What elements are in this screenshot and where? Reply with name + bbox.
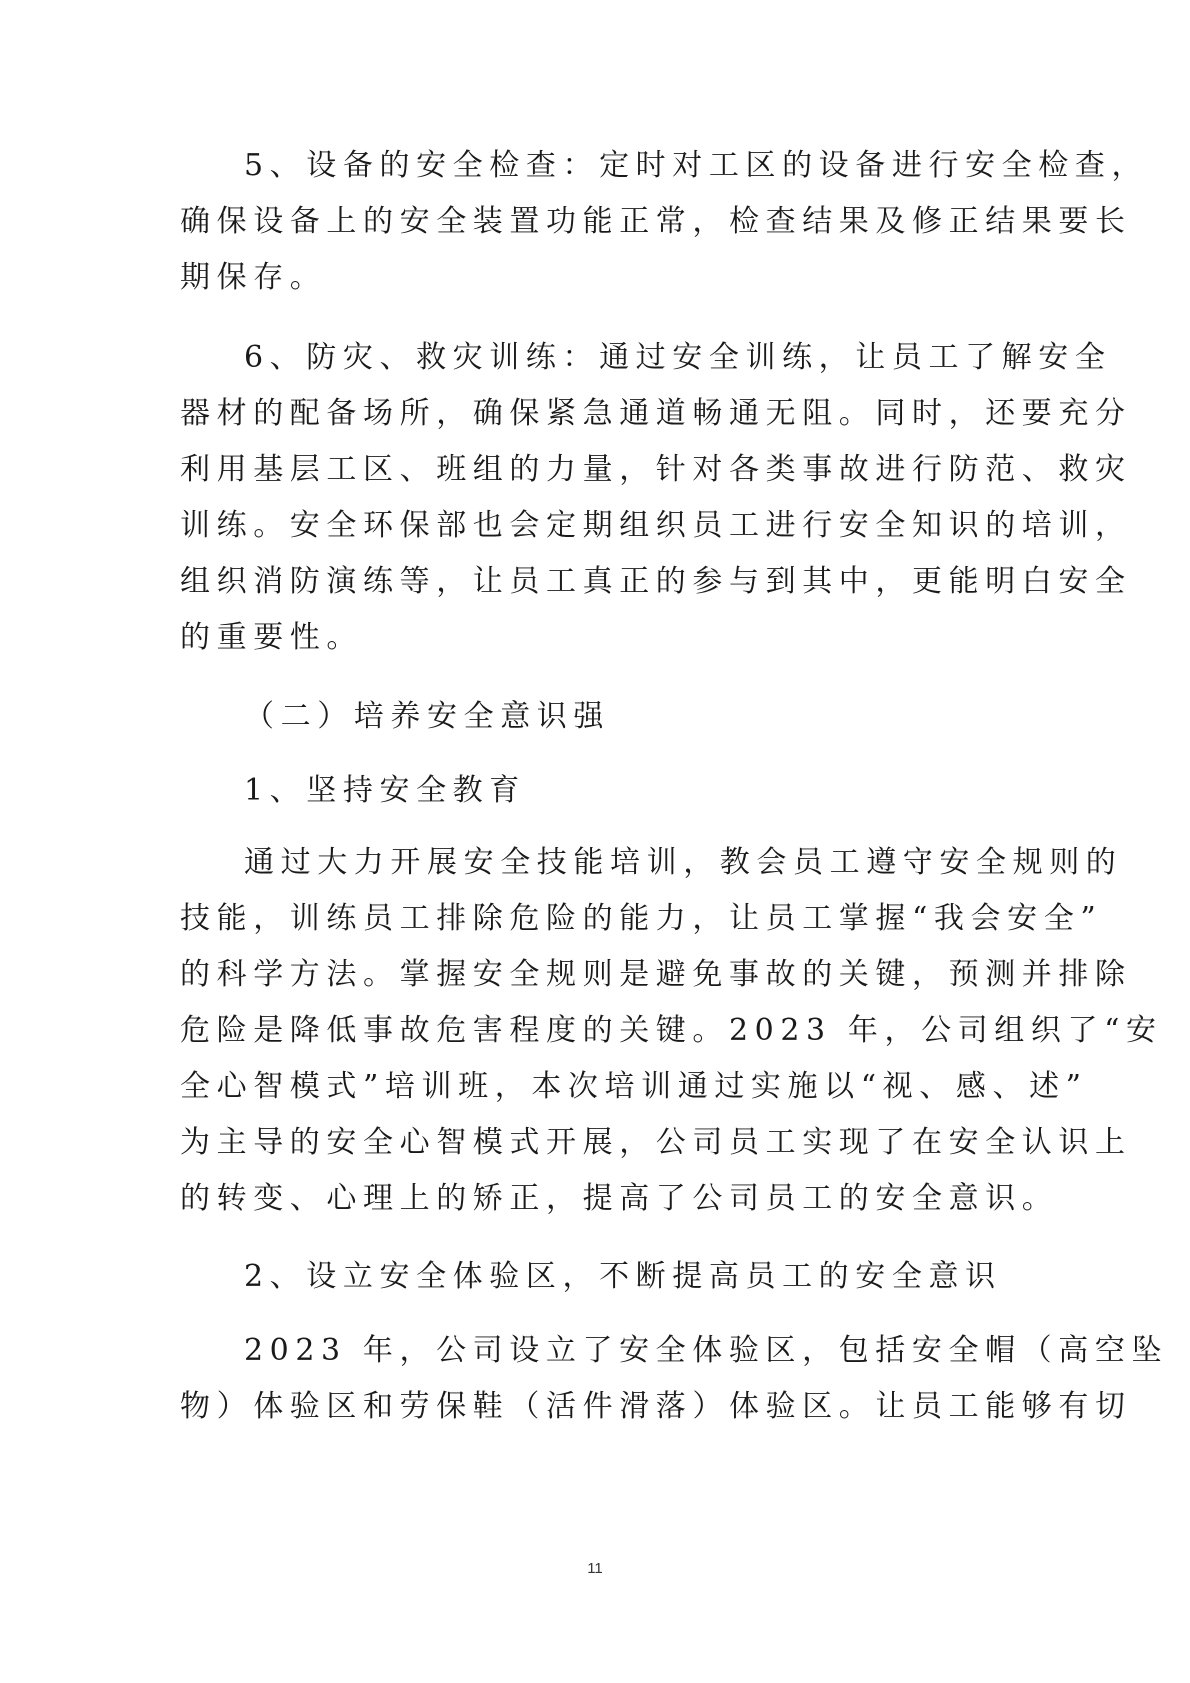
- paragraph-experience-line2: 物）体验区和劳保鞋（活件滑落）体验区。让员工能够有切: [180, 1389, 1132, 1424]
- paragraph-item6-line3: 利用基层工区、班组的力量，针对各类事故进行防范、救灾: [180, 452, 1132, 487]
- paragraph-experience-line1: 2023 年，公司设立了安全体验区，包括安全帽（高空坠: [244, 1333, 1169, 1368]
- page-number: 11: [587, 1560, 603, 1577]
- paragraph-education-line2: 技能，训练员工排除危险的能力，让员工掌握“我会安全”: [180, 901, 1103, 936]
- paragraph-item5-line3: 期保存。: [180, 260, 327, 295]
- paragraph-item6-line5: 组织消防演练等，让员工真正的参与到其中，更能明白安全: [180, 564, 1132, 599]
- section-heading: （二）培养安全意识强: [244, 699, 610, 734]
- paragraph-item5-line1: 5、设备的安全检查：定时对工区的设备进行安全检查，: [244, 148, 1149, 183]
- paragraph-education-line7: 的转变、心理上的矫正，提高了公司员工的安全意识。: [180, 1181, 1059, 1216]
- paragraph-item5-line2: 确保设备上的安全装置功能正常，检查结果及修正结果要长: [180, 204, 1132, 239]
- paragraph-item6-line4: 训练。安全环保部也会定期组织员工进行安全知识的培训，: [180, 508, 1132, 543]
- paragraph-item6-line2: 器材的配备场所，确保紧急通道畅通无阻。同时，还要充分: [180, 396, 1132, 431]
- paragraph-education-line6: 为主导的安全心智模式开展，公司员工实现了在安全认识上: [180, 1125, 1132, 1160]
- paragraph-item6-line1: 6、防灾、救灾训练：通过安全训练，让员工了解安全: [244, 340, 1112, 375]
- paragraph-education-line1: 通过大力开展安全技能培训，教会员工遵守安全规则的: [244, 845, 1123, 880]
- paragraph-education-line3: 的科学方法。掌握安全规则是避免事故的关键，预测并排除: [180, 957, 1132, 992]
- subheading-1: 1、坚持安全教育: [244, 773, 526, 808]
- subheading-2: 2、设立安全体验区，不断提高员工的安全意识: [244, 1259, 1002, 1294]
- paragraph-education-line5: 全心智模式”培训班，本次培训通过实施以“视、感、述”: [180, 1069, 1088, 1104]
- paragraph-item6-line6: 的重要性。: [180, 620, 363, 655]
- paragraph-education-line4: 危险是降低事故危害程度的关键。2023 年，公司组织了“安: [180, 1013, 1163, 1048]
